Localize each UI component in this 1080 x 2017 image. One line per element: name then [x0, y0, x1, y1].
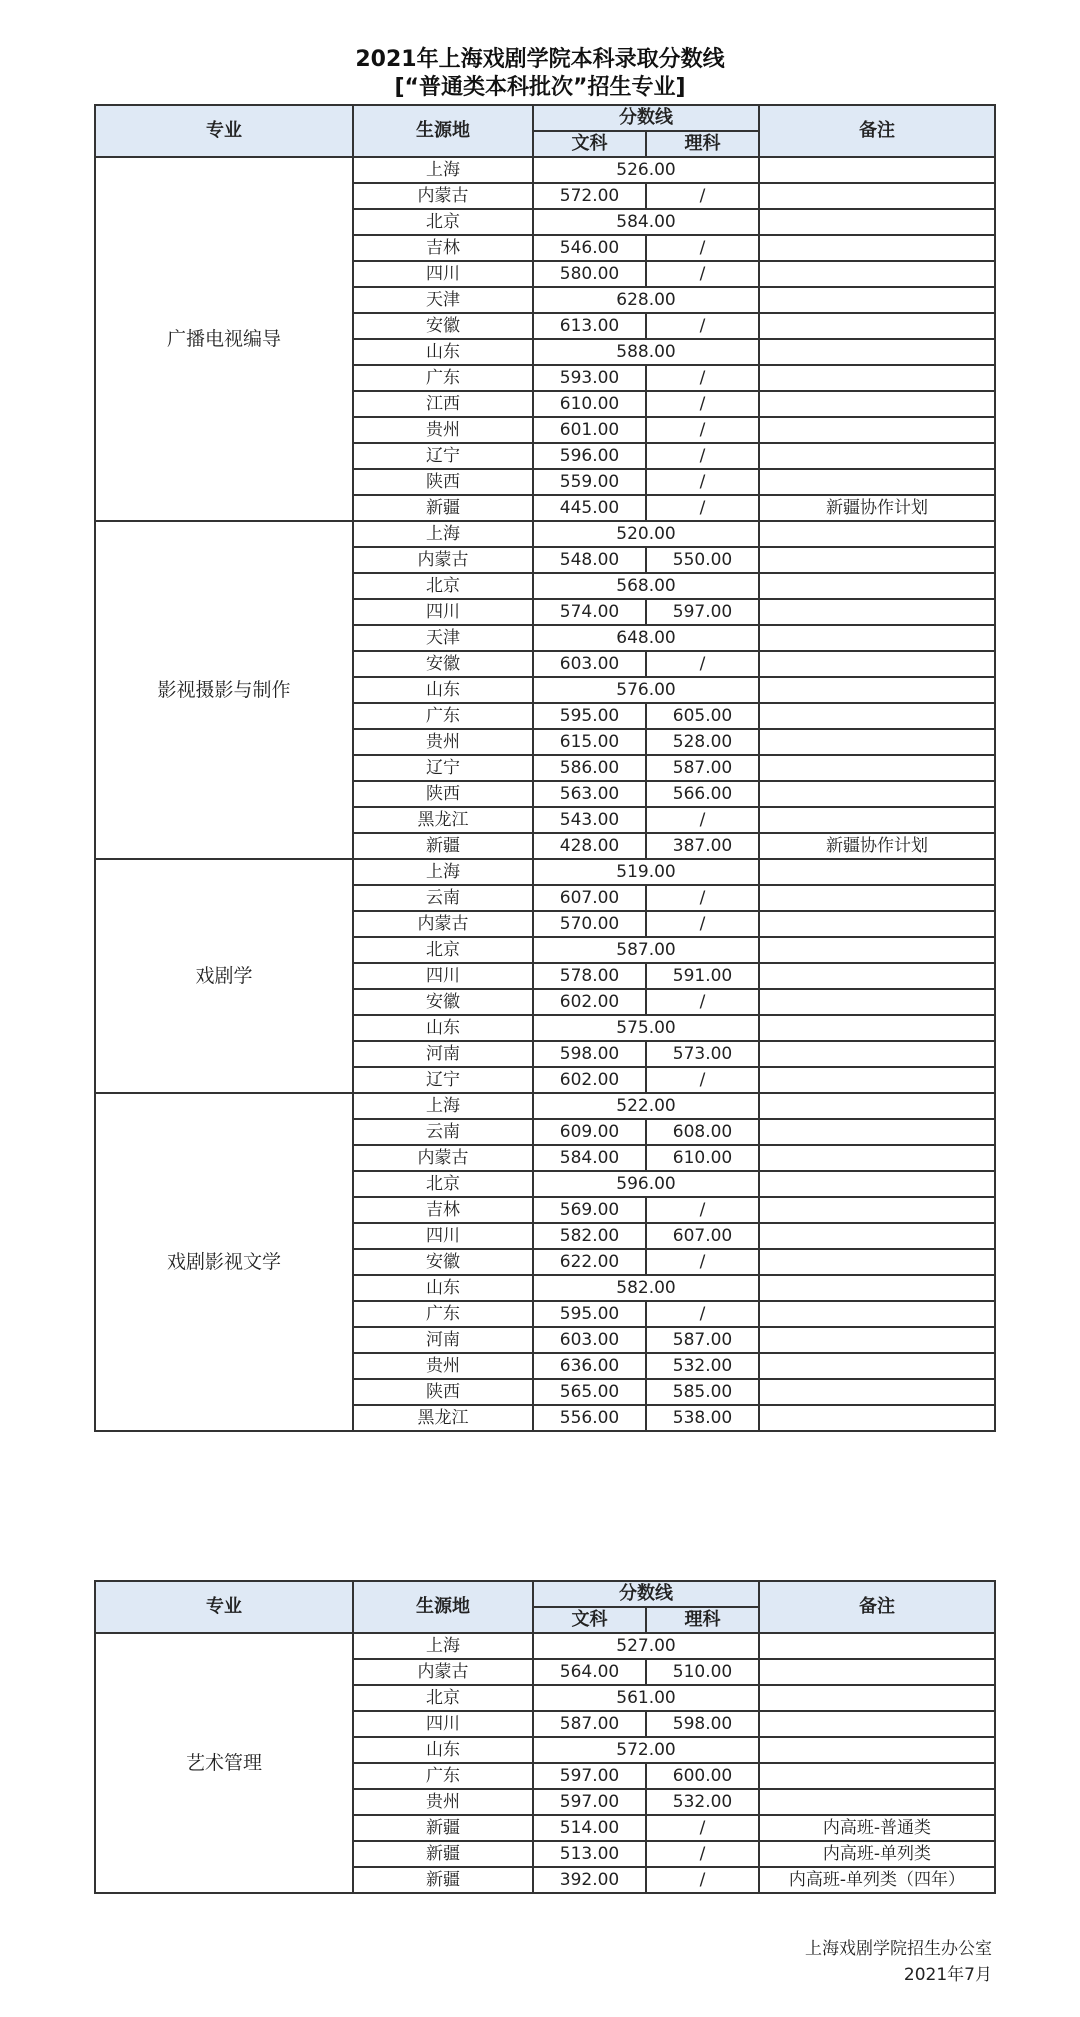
score-li-cell: / [646, 1815, 759, 1841]
region-cell: 贵州 [353, 417, 533, 443]
note-cell [759, 1119, 995, 1145]
score-li-cell: / [646, 495, 759, 521]
note-cell [759, 235, 995, 261]
score-wen-cell: 546.00 [533, 235, 646, 261]
region-cell: 辽宁 [353, 443, 533, 469]
score-wen-cell: 514.00 [533, 1815, 646, 1841]
note-cell [759, 885, 995, 911]
page-title-line1: 2021年上海戏剧学院本科录取分数线 [355, 47, 725, 72]
score-li-cell: 538.00 [646, 1405, 759, 1431]
region-cell: 安徽 [353, 989, 533, 1015]
region-cell: 新疆 [353, 495, 533, 521]
score-wen-cell: 392.00 [533, 1867, 646, 1893]
region-cell: 广东 [353, 703, 533, 729]
page-title-line2: [“普通类本科批次”招生专业] [394, 75, 686, 100]
region-cell: 四川 [353, 963, 533, 989]
major-cell: 影视摄影与制作 [95, 521, 353, 859]
score-wen-cell: 563.00 [533, 781, 646, 807]
region-cell: 内蒙古 [353, 183, 533, 209]
score-li-cell: 607.00 [646, 1223, 759, 1249]
note-cell [759, 339, 995, 365]
region-cell: 黑龙江 [353, 1405, 533, 1431]
score-wen-cell: 428.00 [533, 833, 646, 859]
note-cell [759, 937, 995, 963]
region-cell: 贵州 [353, 729, 533, 755]
region-cell: 天津 [353, 625, 533, 651]
score-merged-cell: 519.00 [533, 859, 759, 885]
note-cell [759, 1379, 995, 1405]
region-cell: 陕西 [353, 1379, 533, 1405]
note-cell: 新疆协作计划 [759, 833, 995, 859]
score-li-cell: 598.00 [646, 1711, 759, 1737]
score-li-cell: / [646, 807, 759, 833]
score-li-cell: 610.00 [646, 1145, 759, 1171]
note-cell [759, 599, 995, 625]
score-li-cell: 597.00 [646, 599, 759, 625]
score-li-cell: / [646, 469, 759, 495]
score-li-cell: 532.00 [646, 1789, 759, 1815]
footer-date: 2021年7月 [903, 1965, 992, 1985]
note-cell [759, 1223, 995, 1249]
score-merged-cell: 572.00 [533, 1737, 759, 1763]
score-wen-cell: 559.00 [533, 469, 646, 495]
region-cell: 内蒙古 [353, 1659, 533, 1685]
score-wen-cell: 543.00 [533, 807, 646, 833]
header-li: 理科 [646, 131, 759, 157]
region-cell: 内蒙古 [353, 547, 533, 573]
note-cell [759, 521, 995, 547]
region-cell: 辽宁 [353, 755, 533, 781]
header-li: 理科 [646, 1607, 759, 1633]
note-cell [759, 1067, 995, 1093]
note-cell [759, 313, 995, 339]
region-cell: 陕西 [353, 781, 533, 807]
score-li-cell: 587.00 [646, 755, 759, 781]
region-cell: 黑龙江 [353, 807, 533, 833]
note-cell [759, 1275, 995, 1301]
score-wen-cell: 593.00 [533, 365, 646, 391]
note-cell [759, 1685, 995, 1711]
score-merged-cell: 628.00 [533, 287, 759, 313]
score-li-cell: / [646, 1197, 759, 1223]
major-cell: 广播电视编导 [95, 157, 353, 521]
score-merged-cell: 575.00 [533, 1015, 759, 1041]
score-li-cell: / [646, 1841, 759, 1867]
score-wen-cell: 609.00 [533, 1119, 646, 1145]
score-wen-cell: 603.00 [533, 1327, 646, 1353]
header-major: 专业 [95, 105, 353, 157]
score-merged-cell: 520.00 [533, 521, 759, 547]
score-li-cell: 528.00 [646, 729, 759, 755]
region-cell: 河南 [353, 1327, 533, 1353]
note-cell [759, 755, 995, 781]
note-cell [759, 963, 995, 989]
note-cell [759, 651, 995, 677]
score-wen-cell: 603.00 [533, 651, 646, 677]
region-cell: 吉林 [353, 1197, 533, 1223]
score-wen-cell: 556.00 [533, 1405, 646, 1431]
region-cell: 内蒙古 [353, 1145, 533, 1171]
region-cell: 新疆 [353, 833, 533, 859]
note-cell [759, 1327, 995, 1353]
score-wen-cell: 602.00 [533, 1067, 646, 1093]
note-cell [759, 1711, 995, 1737]
score-merged-cell: 568.00 [533, 573, 759, 599]
score-wen-cell: 598.00 [533, 1041, 646, 1067]
score-wen-cell: 610.00 [533, 391, 646, 417]
score-li-cell: 608.00 [646, 1119, 759, 1145]
score-table-1 [94, 104, 996, 1432]
score-li-cell: 573.00 [646, 1041, 759, 1067]
note-cell [759, 677, 995, 703]
note-cell [759, 1353, 995, 1379]
region-cell: 北京 [353, 937, 533, 963]
score-wen-cell: 595.00 [533, 1301, 646, 1327]
score-li-cell: / [646, 989, 759, 1015]
score-wen-cell: 584.00 [533, 1145, 646, 1171]
region-cell: 北京 [353, 1171, 533, 1197]
score-wen-cell: 578.00 [533, 963, 646, 989]
region-cell: 北京 [353, 573, 533, 599]
region-cell: 安徽 [353, 1249, 533, 1275]
table-body [95, 157, 995, 1431]
score-li-cell: 591.00 [646, 963, 759, 989]
score-merged-cell: 648.00 [533, 625, 759, 651]
score-wen-cell: 570.00 [533, 911, 646, 937]
footer [805, 1936, 992, 1988]
note-cell [759, 469, 995, 495]
region-cell: 安徽 [353, 313, 533, 339]
region-cell: 广东 [353, 1301, 533, 1327]
score-li-cell: / [646, 443, 759, 469]
score-li-cell: 566.00 [646, 781, 759, 807]
score-li-cell: / [646, 183, 759, 209]
score-li-cell: 600.00 [646, 1763, 759, 1789]
score-li-cell: 550.00 [646, 547, 759, 573]
region-cell: 山东 [353, 1015, 533, 1041]
region-cell: 辽宁 [353, 1067, 533, 1093]
note-cell [759, 729, 995, 755]
note-cell [759, 989, 995, 1015]
score-li-cell: 605.00 [646, 703, 759, 729]
score-wen-cell: 636.00 [533, 1353, 646, 1379]
score-li-cell: / [646, 1067, 759, 1093]
score-wen-cell: 613.00 [533, 313, 646, 339]
note-cell [759, 183, 995, 209]
region-cell: 江西 [353, 391, 533, 417]
score-wen-cell: 597.00 [533, 1789, 646, 1815]
note-cell [759, 911, 995, 937]
table-body [95, 1633, 995, 1893]
score-wen-cell: 569.00 [533, 1197, 646, 1223]
region-cell: 天津 [353, 287, 533, 313]
score-li-cell: / [646, 651, 759, 677]
score-merged-cell: 588.00 [533, 339, 759, 365]
score-li-cell: 587.00 [646, 1327, 759, 1353]
score-li-cell: / [646, 261, 759, 287]
score-merged-cell: 526.00 [533, 157, 759, 183]
score-merged-cell: 561.00 [533, 1685, 759, 1711]
region-cell: 四川 [353, 261, 533, 287]
table-row [95, 1633, 995, 1659]
region-cell: 河南 [353, 1041, 533, 1067]
note-cell: 新疆协作计划 [759, 495, 995, 521]
score-li-cell: / [646, 1249, 759, 1275]
region-cell: 上海 [353, 859, 533, 885]
note-cell [759, 1015, 995, 1041]
note-cell [759, 1763, 995, 1789]
region-cell: 新疆 [353, 1867, 533, 1893]
region-cell: 四川 [353, 1711, 533, 1737]
score-wen-cell: 564.00 [533, 1659, 646, 1685]
header-wen: 文科 [533, 131, 646, 157]
region-cell: 上海 [353, 1633, 533, 1659]
footer-org: 上海戏剧学院招生办公室 [805, 1939, 992, 1959]
score-wen-cell: 445.00 [533, 495, 646, 521]
major-cell: 艺术管理 [95, 1633, 353, 1893]
region-cell: 四川 [353, 599, 533, 625]
score-li-cell: 387.00 [646, 833, 759, 859]
score-li-cell: 585.00 [646, 1379, 759, 1405]
region-cell: 山东 [353, 677, 533, 703]
note-cell: 内高班-单列类 [759, 1841, 995, 1867]
header-note: 备注 [759, 105, 995, 157]
score-wen-cell: 513.00 [533, 1841, 646, 1867]
note-cell [759, 261, 995, 287]
score-wen-cell: 586.00 [533, 755, 646, 781]
table-row [95, 1093, 995, 1119]
region-cell: 贵州 [353, 1789, 533, 1815]
table-row [95, 157, 995, 183]
note-cell [759, 625, 995, 651]
note-cell: 内高班-普通类 [759, 1815, 995, 1841]
note-cell [759, 1197, 995, 1223]
score-merged-cell: 582.00 [533, 1275, 759, 1301]
region-cell: 广东 [353, 365, 533, 391]
score-wen-cell: 615.00 [533, 729, 646, 755]
score-wen-cell: 587.00 [533, 1711, 646, 1737]
note-cell [759, 859, 995, 885]
score-wen-cell: 565.00 [533, 1379, 646, 1405]
score-wen-cell: 597.00 [533, 1763, 646, 1789]
score-wen-cell: 580.00 [533, 261, 646, 287]
region-cell: 内蒙古 [353, 911, 533, 937]
header-region: 生源地 [353, 1581, 533, 1633]
score-merged-cell: 576.00 [533, 677, 759, 703]
note-cell [759, 1301, 995, 1327]
region-cell: 上海 [353, 157, 533, 183]
major-cell: 戏剧学 [95, 859, 353, 1093]
note-cell [759, 807, 995, 833]
note-cell [759, 1789, 995, 1815]
score-merged-cell: 527.00 [533, 1633, 759, 1659]
score-wen-cell: 601.00 [533, 417, 646, 443]
score-merged-cell: 522.00 [533, 1093, 759, 1119]
note-cell [759, 573, 995, 599]
note-cell [759, 287, 995, 313]
score-wen-cell: 622.00 [533, 1249, 646, 1275]
region-cell: 山东 [353, 1737, 533, 1763]
score-table-2 [94, 1580, 996, 1894]
score-wen-cell: 574.00 [533, 599, 646, 625]
region-cell: 云南 [353, 885, 533, 911]
table-row [95, 521, 995, 547]
note-cell [759, 209, 995, 235]
region-cell: 贵州 [353, 1353, 533, 1379]
note-cell [759, 365, 995, 391]
score-li-cell: / [646, 365, 759, 391]
note-cell [759, 1145, 995, 1171]
region-cell: 新疆 [353, 1841, 533, 1867]
note-cell [759, 1737, 995, 1763]
note-cell [759, 781, 995, 807]
region-cell: 四川 [353, 1223, 533, 1249]
score-wen-cell: 572.00 [533, 183, 646, 209]
region-cell: 新疆 [353, 1815, 533, 1841]
header-score: 分数线 [533, 1581, 759, 1607]
note-cell [759, 157, 995, 183]
note-cell [759, 1041, 995, 1067]
region-cell: 山东 [353, 1275, 533, 1301]
score-wen-cell: 596.00 [533, 443, 646, 469]
score-wen-cell: 607.00 [533, 885, 646, 911]
score-li-cell: / [646, 1301, 759, 1327]
region-cell: 安徽 [353, 651, 533, 677]
region-cell: 上海 [353, 521, 533, 547]
score-li-cell: / [646, 235, 759, 261]
note-cell [759, 1093, 995, 1119]
note-cell [759, 443, 995, 469]
score-wen-cell: 548.00 [533, 547, 646, 573]
score-li-cell: / [646, 417, 759, 443]
region-cell: 吉林 [353, 235, 533, 261]
note-cell [759, 1171, 995, 1197]
note-cell [759, 1249, 995, 1275]
header-wen: 文科 [533, 1607, 646, 1633]
region-cell: 上海 [353, 1093, 533, 1119]
score-merged-cell: 587.00 [533, 937, 759, 963]
score-li-cell: / [646, 391, 759, 417]
score-li-cell: / [646, 1867, 759, 1893]
note-cell [759, 417, 995, 443]
region-cell: 陕西 [353, 469, 533, 495]
header-note: 备注 [759, 1581, 995, 1633]
score-li-cell: / [646, 313, 759, 339]
score-li-cell: / [646, 911, 759, 937]
score-li-cell: 532.00 [646, 1353, 759, 1379]
score-wen-cell: 582.00 [533, 1223, 646, 1249]
note-cell [759, 1659, 995, 1685]
score-li-cell: 510.00 [646, 1659, 759, 1685]
major-cell: 戏剧影视文学 [95, 1093, 353, 1431]
header-region: 生源地 [353, 105, 533, 157]
score-merged-cell: 584.00 [533, 209, 759, 235]
score-li-cell: / [646, 885, 759, 911]
table-row [95, 859, 995, 885]
score-wen-cell: 602.00 [533, 989, 646, 1015]
note-cell [759, 1633, 995, 1659]
note-cell: 内高班-单列类（四年） [759, 1867, 995, 1893]
header-major: 专业 [95, 1581, 353, 1633]
score-merged-cell: 596.00 [533, 1171, 759, 1197]
region-cell: 北京 [353, 1685, 533, 1711]
score-wen-cell: 595.00 [533, 703, 646, 729]
region-cell: 云南 [353, 1119, 533, 1145]
note-cell [759, 1405, 995, 1431]
region-cell: 北京 [353, 209, 533, 235]
note-cell [759, 547, 995, 573]
region-cell: 广东 [353, 1763, 533, 1789]
header-score: 分数线 [533, 105, 759, 131]
region-cell: 山东 [353, 339, 533, 365]
note-cell [759, 703, 995, 729]
note-cell [759, 391, 995, 417]
